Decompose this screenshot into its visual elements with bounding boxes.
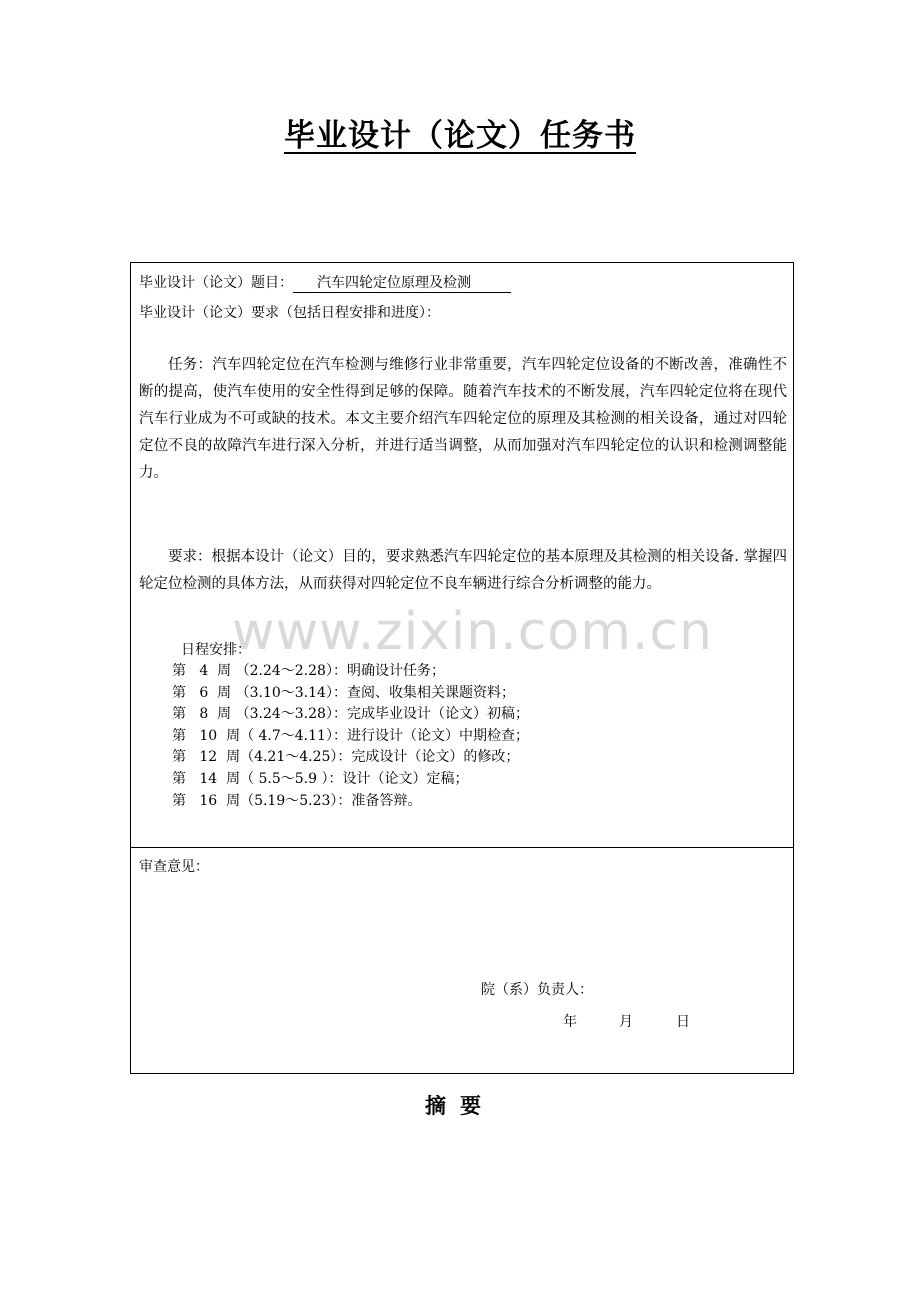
date-year: 年 (563, 1014, 577, 1030)
document-title-text: 毕业设计（论文）任务书 (284, 118, 636, 154)
schedule-row: 第 6 周 （3.10～3.14）：查阅、收集相关课题资料； (172, 684, 515, 701)
topic-label: 毕业设计（论文）题目： (139, 275, 293, 291)
requirements-heading: 毕业设计（论文）要求（包括日程安排和进度）： (139, 305, 440, 321)
task-paragraph: 任务：汽车四轮定位在汽车检测与维修行业非常重要，汽车四轮定位设备的不断改善，准确性不断的提高，使汽车使用的安全性得到足够的保障。随着汽车技术的不断发展，汽车四轮定位将在现代汽车行业成为不可或缺的技术。本文主要介绍汽车四轮定位的原理及其检测的相关设备，通过对四轮定位不良的故障汽车进行深入分析，并进行适当调整，从而加强对汽车四轮定位的认识和检测调整能力。 (139, 357, 787, 481)
schedule-row: 第 10 周（ 4.7～4.11）：进行设计（论文）中期检查； (172, 727, 529, 744)
schedule-list (172, 661, 529, 812)
section-divider (131, 847, 793, 848)
abstract-heading: 摘要 (425, 1094, 495, 1118)
watermark: www.zixin.com.cn (232, 602, 713, 662)
topic-row (139, 273, 511, 293)
task-form-box (130, 262, 794, 1074)
schedule-row: 第 8 周 （3.24～3.28）：完成毕业设计（论文）初稿； (172, 706, 529, 723)
schedule-row: 第 4 周 （2.24～2.28）：明确设计任务； (172, 663, 445, 679)
topic-value: 汽车四轮定位原理及检测 (293, 274, 511, 293)
schedule-row: 第 12 周（4.21～4.25）：完成设计（论文）的修改； (172, 749, 520, 766)
date-day: 日 (676, 1014, 690, 1030)
schedule-heading: 日程安排： (181, 642, 251, 658)
schedule-row: 第 16 周（5.19～5.23）：准备答辩。 (172, 792, 422, 809)
review-label: 审查意见： (139, 859, 209, 875)
document-title (0, 110, 920, 155)
date-month: 月 (619, 1014, 633, 1030)
responsible-label: 院（系）负责人： (481, 982, 593, 998)
schedule-row: 第 14 周（ 5.5～5.9 ）：设计（论文）定稿； (172, 770, 469, 787)
requirement-paragraph: 要求：根据本设计（论文）目的，要求熟悉汽车四轮定位的基本原理及其检测的相关设备. 掌握四轮定位检测的具体方法，从而获得对四轮定位不良车辆进行综合分析调整的能力。 (139, 549, 787, 592)
